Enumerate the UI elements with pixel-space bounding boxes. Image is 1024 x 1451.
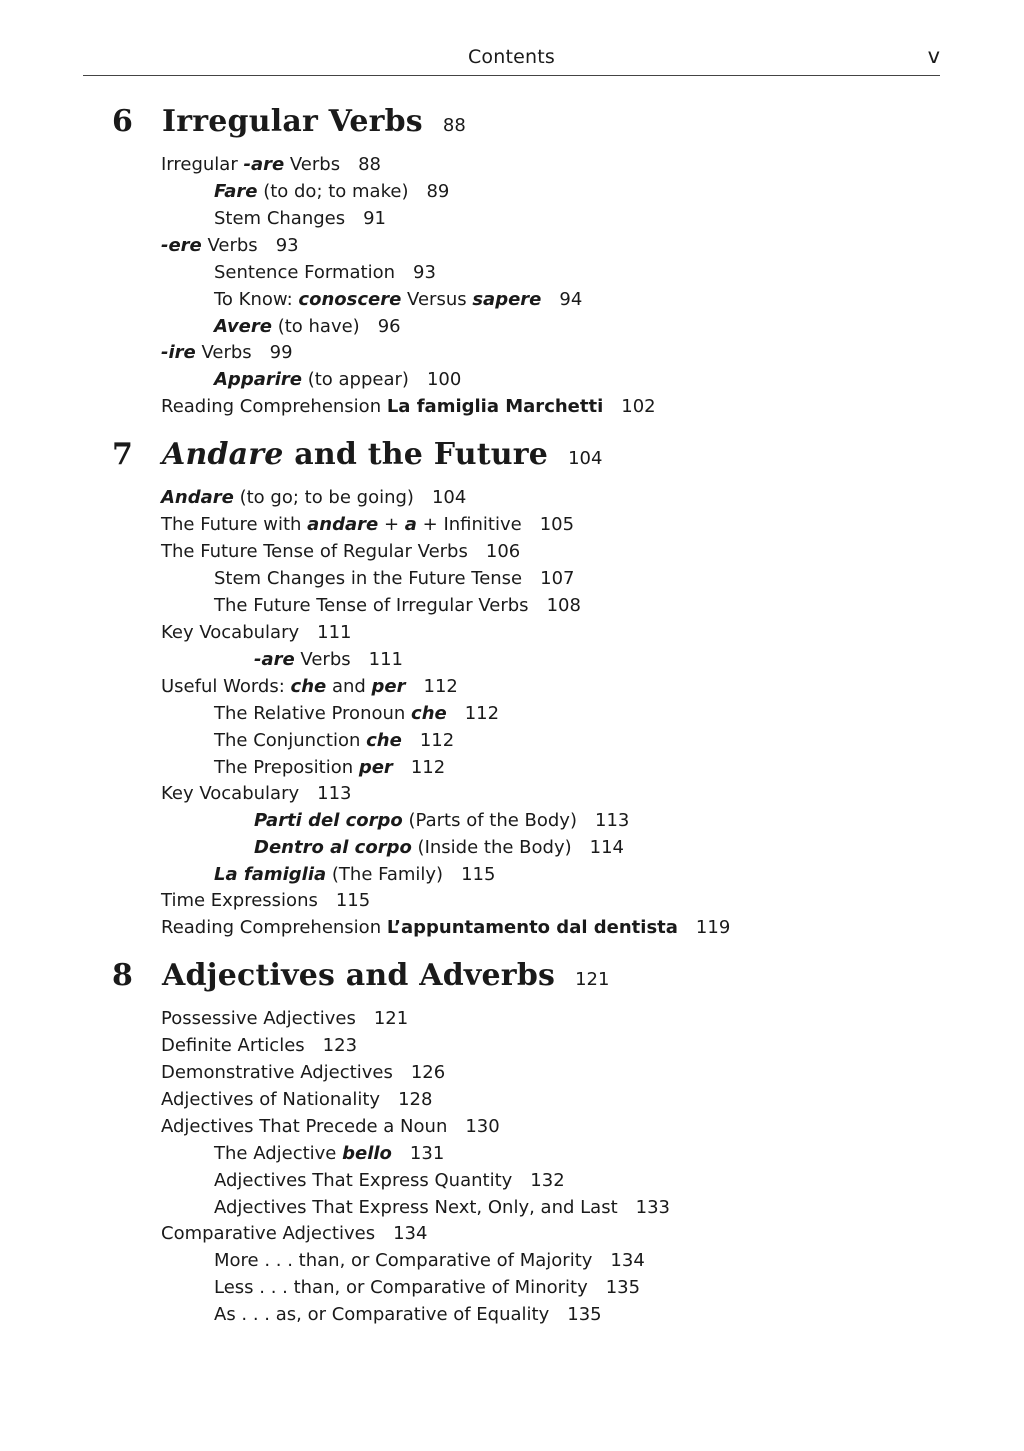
toc-entry-page: 99 [269,342,293,363]
chapter-title [162,437,548,472]
toc-entry-page: 89 [426,181,450,202]
toc-entry-text: Irregular [161,154,244,175]
toc-entry-page: 108 [546,595,581,616]
toc-entry [214,262,436,284]
page-number: v [927,44,940,68]
toc-entry-text: The Future Tense of Irregular Verbs [214,595,529,616]
toc-entry-text: Possessive Adjectives [161,1008,356,1029]
toc-entry-text: Adjectives of Nationality [161,1089,381,1110]
chapter-heading-7 [112,437,602,477]
chapter-title: Adjectives and Adverbs [162,958,556,993]
toc-entry-text: conoscere [298,289,402,310]
chapter-title: Irregular Verbs [162,104,423,139]
toc-entry-text: Dentro al corpo [254,837,412,858]
toc-entry-page: 119 [695,917,731,938]
toc-entry-page: 88 [358,154,381,175]
chapter-page: 104 [568,448,603,469]
chapter-number: 6 [112,104,133,139]
toc-entry-text: a [404,514,417,535]
toc-entry-text: Apparire [214,369,302,390]
toc-entry-text: Verbs [294,649,351,670]
chapter-number: 8 [112,958,133,993]
toc-entry-text: -are [243,154,285,175]
toc-entry [161,487,466,509]
toc-entry [214,208,386,230]
toc-entry-text: Parti del corpo [254,810,403,831]
toc-entry-page: 94 [559,289,583,310]
chapter-heading-8 [112,958,609,998]
toc-entry-page: 112 [410,757,446,778]
toc-entry-text: + Infinitive [416,514,522,535]
toc-entry [254,810,629,832]
toc-entry-page: 134 [610,1250,645,1271]
toc-entry-text: -ire [161,342,196,363]
toc-entry-text: Reading Comprehension [161,396,387,417]
toc-entry [161,1223,427,1245]
toc-entry-text: (to go; to be going) [233,487,414,508]
toc-entry [214,1143,444,1165]
toc-entry-text: Andare [161,487,234,508]
toc-entry-text: Verbs [284,154,341,175]
toc-entry-page: 93 [275,235,299,256]
toc-entry-text: The Preposition [214,757,359,778]
toc-entry-text: (Parts of the Body) [402,810,577,831]
toc-entry-text: Key Vocabulary [161,783,300,804]
chapter-number: 7 [112,437,133,472]
toc-entry-page: 100 [426,369,462,390]
toc-entry-page: 104 [431,487,467,508]
toc-entry-page: 131 [409,1143,445,1164]
toc-entry-page: 96 [377,316,401,337]
toc-entry [161,1008,408,1030]
toc-entry-text: -are [254,649,295,670]
toc-entry [214,1304,602,1326]
toc-entry-text: Verbs [195,342,252,363]
toc-entry-text: Less . . . than, or Comparative of Minority [214,1277,588,1298]
toc-entry [161,1116,500,1138]
toc-entry-text: (to have) [271,316,360,337]
toc-entry-page: 121 [373,1008,409,1029]
toc-entry [214,864,495,886]
toc-entry-page: 128 [398,1089,433,1110]
toc-entry-text: Reading Comprehension [161,917,387,938]
toc-entry-page: 112 [423,676,458,697]
toc-entry-page: 102 [621,396,656,417]
toc-entry [161,1089,432,1111]
toc-entry-page: 115 [461,864,496,885]
toc-entry-text: per [371,676,406,697]
toc-entry-page: 135 [567,1304,602,1325]
toc-entry-text: Definite Articles [161,1035,305,1056]
toc-entry-text: La famiglia [214,864,327,885]
toc-entry [161,235,299,257]
toc-entry [161,1062,445,1084]
toc-entry-page: 126 [410,1062,446,1083]
toc-entry-page: 134 [393,1223,428,1244]
toc-entry [214,181,449,203]
toc-entry-text: andare [307,514,379,535]
toc-entry-text: che [366,730,402,751]
toc-entry-page: 114 [589,837,624,858]
toc-entry [214,289,582,311]
toc-entry [161,783,352,805]
toc-entry-text: Comparative Adjectives [161,1223,376,1244]
toc-entry-page: 112 [419,730,455,751]
toc-entry [214,1250,645,1272]
toc-entry-page: 106 [485,541,521,562]
toc-entry [214,730,454,752]
toc-entry-page: 111 [317,622,352,643]
toc-entry-page: 133 [635,1197,670,1218]
toc-entry-text: To Know: [214,289,299,310]
toc-entry-text: The Adjective [214,1143,343,1164]
toc-entry [214,1197,670,1219]
toc-entry-text: and [326,676,372,697]
toc-entry-page: 132 [530,1170,565,1191]
toc-entry-text: Useful Words: [161,676,291,697]
toc-entry-text: che [290,676,327,697]
chapter-title-italic: Andare [162,437,284,472]
toc-entry-text: Adjectives That Express Next, Only, and Last [214,1197,618,1218]
toc-entry [161,622,352,644]
toc-entry [161,541,520,563]
toc-entry [161,514,574,536]
toc-entry-text: per [358,757,393,778]
toc-entry-page: 123 [322,1035,358,1056]
toc-entry [214,316,401,338]
toc-entry [214,1277,640,1299]
toc-entry [214,568,575,590]
toc-entry-text: Verbs [201,235,258,256]
toc-entry [161,154,381,176]
toc-entry [214,595,581,617]
toc-entry-text: Stem Changes in the Future Tense [214,568,523,589]
toc-entry-page: 115 [335,890,371,911]
toc-entry-text: Avere [214,316,272,337]
toc-entry-page: 91 [363,208,387,229]
toc-entry [161,917,730,939]
toc-entry-page: 105 [539,514,575,535]
toc-entry [214,369,461,391]
chapter-page: 121 [575,969,610,990]
toc-entry-page: 111 [368,649,403,670]
toc-entry-text: (Inside the Body) [411,837,572,858]
toc-entry-text: Time Expressions [161,890,318,911]
toc-entry-text: (The Family) [326,864,444,885]
toc-entry [161,890,370,912]
toc-entry-text: The Relative Pronoun [214,703,412,724]
toc-entry-text: Demonstrative Adjectives [161,1062,393,1083]
toc-entry [161,676,458,698]
toc-entry-text: (to do; to make) [257,181,409,202]
toc-entry-text: Versus [401,289,473,310]
running-title: Contents [467,46,556,68]
toc-entry [161,1035,357,1057]
toc-entry-page: 113 [317,783,352,804]
toc-entry-text: (to appear) [301,369,409,390]
toc-entry-text: The Future with [161,514,308,535]
toc-entry [161,396,656,418]
toc-entry-text: The Conjunction [214,730,367,751]
toc-entry-text: che [411,703,447,724]
toc-entry-text: Sentence Formation [214,262,395,283]
toc-entry-page: 93 [413,262,436,283]
toc-entry [161,342,293,364]
toc-entry [214,1170,565,1192]
chapter-page: 88 [442,115,466,136]
toc-entry-text: Adjectives That Precede a Noun [161,1116,448,1137]
toc-entry-text: sapere [472,289,542,310]
toc-entry-text: -ere [161,235,202,256]
toc-entry-text: More . . . than, or Comparative of Majority [214,1250,593,1271]
toc-entry [214,703,499,725]
toc-entry-text: Fare [214,181,258,202]
toc-entry-text: Adjectives That Express Quantity [214,1170,513,1191]
toc-entry [214,757,445,779]
toc-entry-text: bello [342,1143,392,1164]
toc-entry-page: 112 [464,703,500,724]
running-header [83,42,940,76]
toc-entry-text: L’appuntamento dal dentista [386,917,678,938]
toc-entry-page: 135 [605,1277,641,1298]
toc-entry-page: 107 [540,568,575,589]
chapter-title-rest: and the Future [283,437,549,472]
toc-entry [254,837,624,859]
toc-entry-page: 130 [465,1116,500,1137]
toc-entry-text: As . . . as, or Comparative of Equality [214,1304,550,1325]
toc-entry-text: La famiglia Marchetti [386,396,604,417]
toc-entry-text: The Future Tense of Regular Verbs [161,541,468,562]
chapter-heading-6 [112,104,466,144]
toc-entry-text: + [378,514,405,535]
toc-entry-page: 113 [595,810,630,831]
toc-entry-text: Stem Changes [214,208,346,229]
toc-entry [254,649,403,671]
toc-entry-text: Key Vocabulary [161,622,300,643]
